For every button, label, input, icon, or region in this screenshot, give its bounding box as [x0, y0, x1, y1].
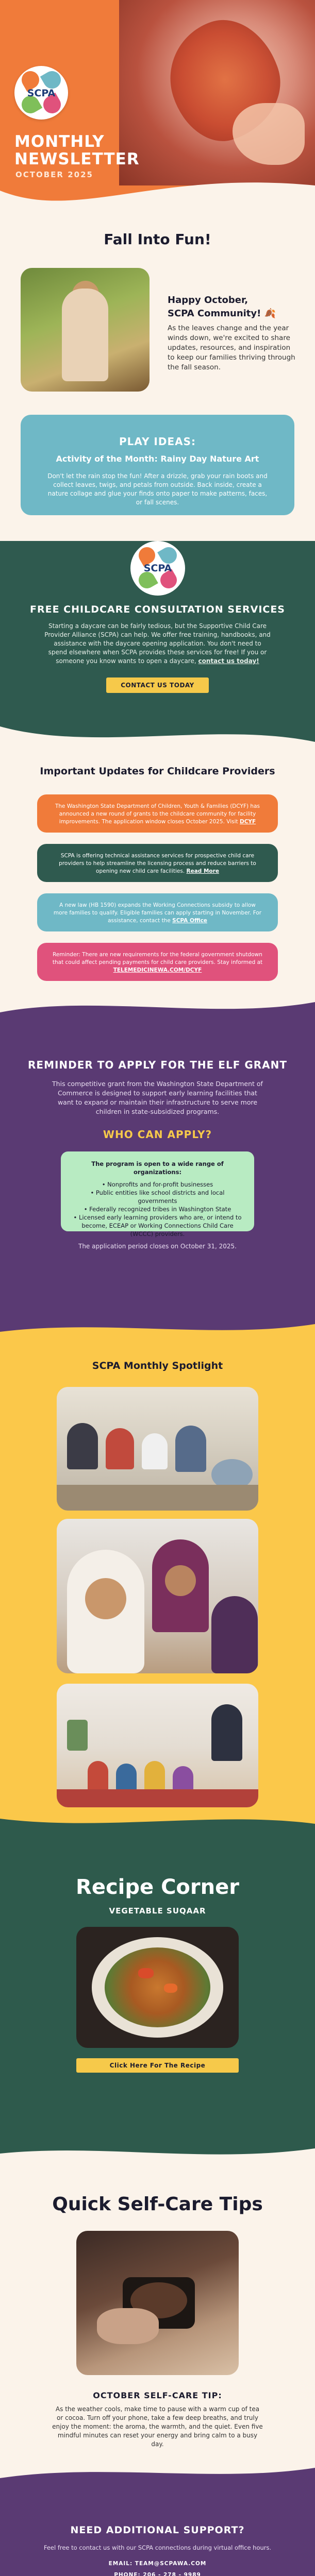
- footer-phone[interactable]: PHONE: 206 - 278 - 9989: [114, 2572, 201, 2576]
- update-card-2: SCPA is offering technical assistance services for prospective child care providers to help streamline the licensing process and reduce barriers to opening new child care facilities. Read More: [37, 844, 278, 882]
- intro-body: As the leaves change and the year winds down, we're excited to share updates, resources, and inspiration to keep our families thriving through the fall season.: [168, 324, 295, 371]
- newsletter-title: MONTHLY NEWSLETTER: [14, 132, 140, 168]
- who-can-apply: WHO CAN APPLY?: [103, 1128, 212, 1141]
- update-link-3[interactable]: SCPA Office: [172, 918, 207, 924]
- selfcare-body: As the weather cools, make time to pause with a warm cup of tea or cocoa. Turn off your phone, take a few deep breaths, and truly enjoy the moment: the aroma, the warmth, and the quiet. Even five mindful minutes can reset your energy and bring calm to a busy day.: [52, 2405, 263, 2448]
- updates-title: Important Updates for Childcare Providers: [40, 766, 275, 777]
- update-link-4[interactable]: TELEMEDICINEWA.COM/DCYF: [113, 967, 202, 973]
- newsletter-date: OCTOBER 2025: [15, 170, 93, 179]
- footer-email[interactable]: EMAIL: TEAM@SCPAWA.COM: [108, 2561, 207, 2567]
- update-card-3: A new law (HB 1590) expands the Working Connections subsidy to allow more families to qualify. Eligible families can apply starting in November. For assistance, contact the SCPA Office: [37, 893, 278, 931]
- play-ideas-body: Don't let the rain stop the fun! After a drizzle, grab your rain boots and collect leaves, twigs, and petals from outside. Back inside, create a nature collage and glue your finds onto paper to make patterns, faces, or fall scenes.: [47, 472, 268, 506]
- recipe-photo: [76, 1927, 239, 2048]
- update-card-1: The Washington State Department of Children, Youth & Families (DCYF) has announced a new round of grants to the childcare community for facility improvements. The application window closes October 2025. Visit DCYF: [37, 794, 278, 833]
- elf-title: REMINDER TO APPLY FOR THE ELF GRANT: [28, 1059, 287, 1071]
- footer-body: Feel free to contact us with our SCPA connections during virtual office hours.: [43, 2544, 272, 2551]
- eligibility-item: • Licensed early learning providers who are, or intend to become, ECEAP or Working Connections Child Care (WCCC) providers.: [73, 1214, 242, 1238]
- spotlight-photo-1: [57, 1387, 258, 1511]
- consult-wave-bottom: [0, 721, 315, 752]
- scpa-logo-2: [130, 541, 185, 596]
- recipe-subtitle: VEGETABLE SUQAAR: [109, 1906, 206, 1916]
- spotlight-title: SCPA Monthly Spotlight: [92, 1360, 223, 1371]
- contact-link[interactable]: contact us today!: [198, 657, 259, 665]
- consultation-title: FREE CHILDCARE CONSULTATION SERVICES: [29, 604, 285, 615]
- spotlight-photo-3: [57, 1684, 258, 1807]
- eligibility-item: • Federally recognized tribes in Washington State: [84, 1206, 231, 1213]
- selfcare-title: Quick Self-Care Tips: [52, 2194, 263, 2215]
- spotlight-photo-2: [57, 1519, 258, 1673]
- intro-title: Fall Into Fun!: [104, 231, 211, 248]
- eligibility-box: [61, 1151, 254, 1238]
- elf-deadline: The application period closes on October 31, 2025.: [78, 1243, 237, 1250]
- recipe-wave-bottom: [0, 2143, 315, 2164]
- recipe-button[interactable]: Click Here For The Recipe: [76, 2058, 239, 2073]
- selfcare-tip-title: OCTOBER SELF-CARE TIP:: [93, 2391, 222, 2400]
- logo-text: SCPA: [27, 88, 56, 99]
- update-link-2[interactable]: Read More: [186, 868, 219, 874]
- play-ideas-title: PLAY IDEAS:: [119, 435, 196, 448]
- greeting: Happy October, SCPA Community! 🍂: [168, 295, 276, 319]
- update-card-4: Reminder: There are new requirements for the federal government shutdown that could affect pending payments for child care providers. Stay informed at TELEMEDICINEWA.COM/DCYF: [37, 943, 278, 981]
- eligibility-item: • Public entities like school districts and local governments: [90, 1189, 225, 1205]
- scpa-logo[interactable]: [14, 66, 68, 120]
- consultation-body: Starting a daycare can be fairly tedious, but the Supportive Child Care Provider Alliance (SCPA) can help. We offer free training, handbooks, and assistance with the daycare opening application. You don't need to spend elsewhere when SCPA provides these services for free! If you or someone you know wants to open a daycare, contact us today!: [44, 622, 271, 665]
- contact-us-button[interactable]: CONTACT US TODAY: [106, 677, 209, 693]
- recipe-title: Recipe Corner: [76, 1875, 239, 1899]
- eligibility-lead: The program is open to a wide range of organizations:: [91, 1160, 224, 1176]
- play-ideas-subtitle: Activity of the Month: Rainy Day Nature Art: [56, 454, 259, 464]
- selfcare-photo: [76, 2231, 239, 2375]
- play-ideas-card: [21, 415, 294, 515]
- eligibility-item: • Nonprofits and for-profit businesses: [102, 1181, 213, 1188]
- footer-title: NEED ADDITIONAL SUPPORT?: [70, 2524, 245, 2536]
- elf-body: This competitive grant from the Washington State Department of Commerce is designed to support early learning facilities that want to expand or maintain their infrastructure to serve more children in state-subsidized programs.: [52, 1080, 263, 1115]
- update-link-1[interactable]: DCYF: [240, 819, 256, 825]
- logo-text-2: SCPA: [143, 563, 172, 574]
- intro-photo: [21, 268, 150, 392]
